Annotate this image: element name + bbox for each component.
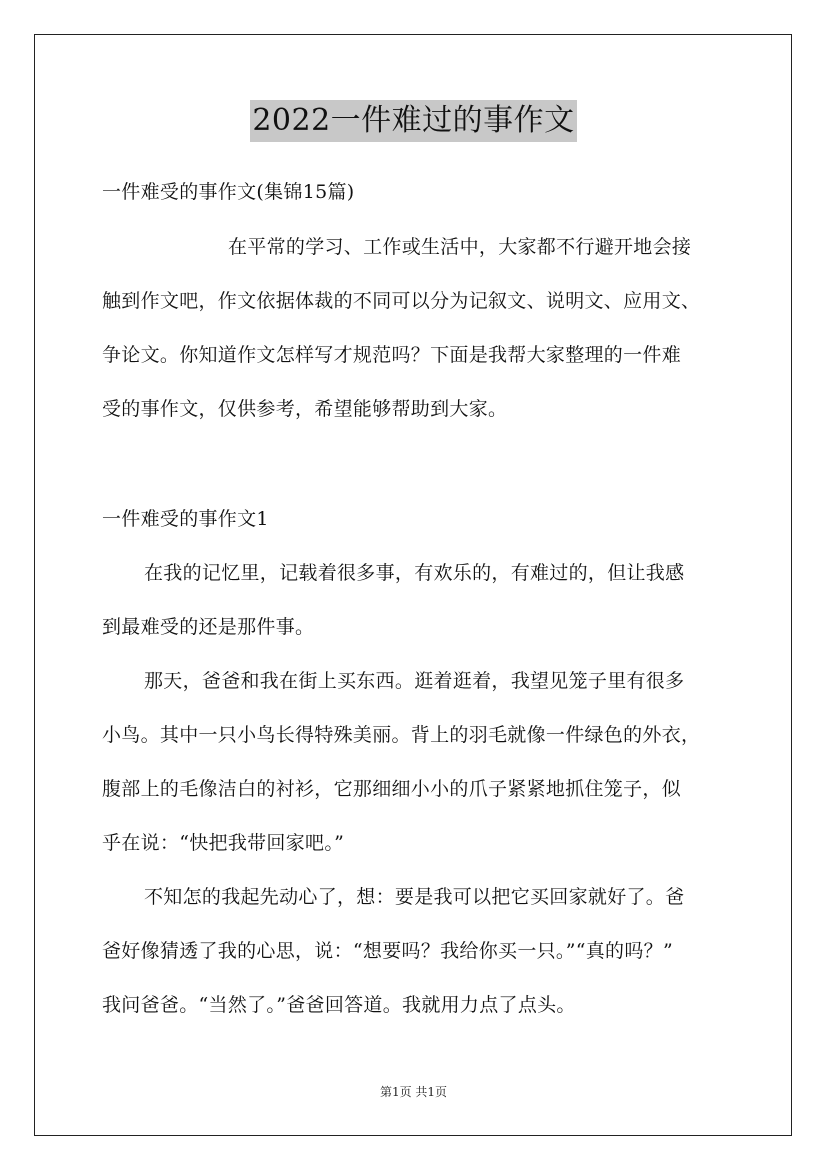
section-heading: 一件难受的事作文1 [102,508,269,530]
page-number-footer: 第1页 共1页 [379,1085,448,1099]
document-title: 2022一件难过的事作文 [250,100,576,142]
body-line: 腹部上的毛像洁白的衬衫，它那细细小小的爪子紧紧地抓住笼子，似 [102,778,682,800]
body-line: 乎在说：“快把我带回家吧。” [102,832,345,854]
title-container [0,100,827,142]
intro-line: 在平常的学习、工作或生活中，大家都不行避开地会接 [228,236,692,258]
body-line: 小鸟。其中一只小鸟长得特殊美丽。背上的羽毛就像一件绿色的外衣， [102,724,701,746]
intro-line: 争论文。你知道作文怎样写才规范吗？下面是我帮大家整理的一件难 [102,344,682,366]
body-line: 在我的记忆里，记载着很多事，有欢乐的，有难过的，但让我感 [144,562,685,584]
intro-line: 受的事作文，仅供参考，希望能够帮助到大家。 [102,398,508,420]
body-line: 我问爸爸。“当然了。”爸爸回答道。我就用力点了点头。 [102,994,576,1016]
document-subtitle: 一件难受的事作文(集锦15篇) [102,181,355,203]
body-line: 那天，爸爸和我在街上买东西。逛着逛着，我望见笼子里有很多 [144,670,685,692]
body-line: 爸好像猜透了我的心思，说：“想要吗？我给你买一只。”“真的吗？” [102,940,673,962]
body-line: 到最难受的还是那件事。 [102,616,315,638]
body-line: 不知怎的我起先动心了，想：要是我可以把它买回家就好了。爸 [144,886,685,908]
intro-line: 触到作文吧，作文依据体裁的不同可以分为记叙文、说明文、应用文、 [102,290,701,312]
